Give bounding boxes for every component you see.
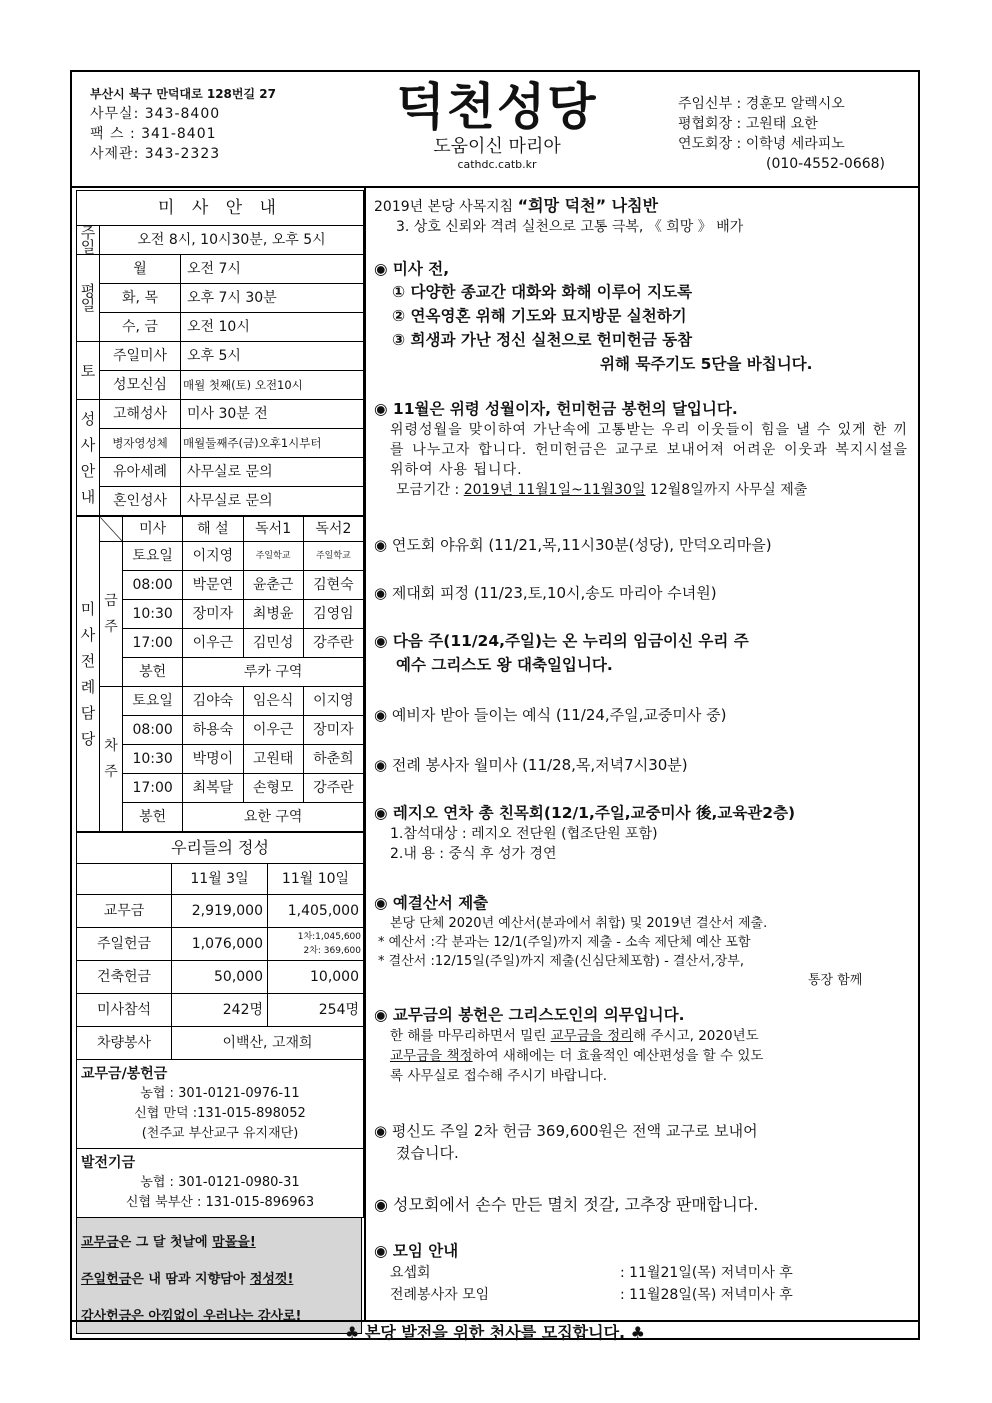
- council-president: 평협회장 : 고원태 요한: [678, 116, 818, 132]
- sunday-times: 오전 8시, 10시30분, 오후 5시: [100, 226, 364, 255]
- notice-item: ◉ 성모회에서 손수 만든 멸치 젓갈, 고추장 판매합니다.: [374, 1195, 759, 1214]
- commentator-cell: 하용숙: [183, 716, 243, 745]
- sacrament-info: 매월둘째주(금)오후1시부터: [181, 429, 364, 458]
- column-divider: [364, 186, 366, 1320]
- mass-cell: 토요일: [123, 687, 183, 716]
- mass-schedule-table: [76, 190, 364, 516]
- commentator-cell: 최복달: [183, 774, 243, 803]
- notice-item: ◉ 예비자 받아 들이는 예식 (11/24,주일,교중미사 중): [374, 706, 727, 724]
- pastor: 주임신부 : 경훈모 알렉시오: [678, 96, 845, 112]
- commentator-cell: 박문연: [183, 571, 243, 600]
- offering-zone: 루카 구역: [183, 658, 364, 687]
- week-label: 금주: [100, 542, 123, 687]
- col-header: 독서1: [243, 517, 303, 542]
- offering-label: 봉헌: [123, 658, 183, 687]
- accounts-title: 발전기금: [81, 1155, 136, 1171]
- mass-cell: 10:30: [123, 600, 183, 629]
- reader-cell: 이지영: [303, 687, 363, 716]
- notice-item: ◉ 평신도 주일 2차 헌금 369,600원은 전액 교구로 보내어 졌습니다.: [374, 1122, 758, 1162]
- saturday-item: 성모신심: [100, 371, 181, 400]
- account-sh: 신협 북부산 : 131-015-896963: [125, 1195, 315, 1210]
- weekday-time: 오후 7시 30분: [181, 284, 364, 313]
- liturgy-table: [76, 516, 364, 832]
- mass-cell: 10:30: [123, 745, 183, 774]
- weekday-day: 화, 목: [100, 284, 181, 313]
- amount: 1,076,000: [172, 928, 268, 961]
- sacrament-info: 사무실로 문의: [181, 487, 364, 516]
- saturday-label: 토: [77, 342, 100, 400]
- weekday-time: 오전 10시: [181, 313, 364, 342]
- notice-item: ◉ 다음 주(11/24,주일)는 온 누리의 임금이신 우리 주 예수 그리스도 왕 대축일입니다.: [374, 632, 749, 674]
- notice-item: ◉ 교무금의 봉헌은 그리스도인의 의무입니다. 한 해를 마무리하면서 밀린 교무금을 정리해 주시고, 2020년도 교무금을 책정하여 새해에는 더 효율적인 예산편성을 할 수 있도 록 사무실로 접수해 주시기 바랍니다.: [374, 1006, 764, 1084]
- offering-zone: 요한 구역: [183, 803, 364, 832]
- weekday-day: 수, 금: [100, 313, 181, 342]
- notice-item: ◉ 레지오 연차 총 친목회(12/1,주일,교중미사 後,교육관2층) 1.참석대상 : 레지오 전단원 (협조단원 포함) 2.내 용 : 중식 후 성가 경연: [374, 804, 796, 862]
- sacrament-name: 고해성사: [100, 400, 181, 429]
- offering-label: 봉헌: [123, 803, 183, 832]
- title-block: [372, 76, 622, 172]
- saturday-time: 매월 첫째(토) 오전10시: [181, 371, 364, 400]
- attendance: 242명: [172, 994, 268, 1027]
- reader-cell: 강주란: [303, 629, 363, 658]
- account-owner: (천주교 부산교구 유지재단): [141, 1126, 299, 1141]
- reader-cell: 임은식: [243, 687, 303, 716]
- row-label: 주일헌금: [77, 928, 172, 961]
- notice-item: ◉ 전례 봉사자 월미사 (11/28,목,저녁7시30분): [374, 756, 688, 774]
- reader-cell: 주일학교: [243, 542, 303, 571]
- november-notice: ◉ 11월은 위령 성월이자, 헌미헌금 봉헌의 달입니다. 위령성월을 맞이하여 가난속에 고통받는 우리 이웃들이 힘을 낼 수 있게 한 끼를 나누고자 합니다. 헌미헌금은 교구로 보내어져 어려운 이웃과 복지시설을 위하여 사용 됩니다. 모금기간 : 2019년 11월1일~11월30일 12월8일까지 사무실 제출: [374, 400, 908, 498]
- mass-cell: 17:00: [123, 774, 183, 803]
- reader-cell: 주일학교: [303, 542, 363, 571]
- reader-cell: 하춘희: [303, 745, 363, 774]
- account-nh: 농협 : 301-0121-0976-11: [140, 1086, 300, 1101]
- offerings-heading: 우리들의 정성: [77, 833, 364, 864]
- reader-cell: 장미자: [303, 716, 363, 745]
- slogans: [76, 1218, 362, 1334]
- reader-cell: 최병윤: [243, 600, 303, 629]
- commentator-cell: 이지영: [183, 542, 243, 571]
- notice-item: ◉ 예결산서 제출 본당 단체 2020년 예산서(분과에서 취합) 및 2019년 결산서 제출. * 예산서 :각 분과는 12/1(주일)까지 제출 - 소속 제단체 예산 포함 * 결산서 :12/15일(주일)까지 제출(신심단체포함) - 결산서,장부, 통장 함께: [374, 894, 863, 988]
- page-title: 덕천성당: [396, 78, 598, 136]
- reader-cell: 김민성: [243, 629, 303, 658]
- offerings-table: [76, 832, 364, 1060]
- sacrament-name: 혼인성사: [100, 487, 181, 516]
- mass-cell: 17:00: [123, 629, 183, 658]
- reader-cell: 고원태: [243, 745, 303, 774]
- bulletin-frame: [70, 70, 920, 1340]
- volunteers: 이백산, 고재희: [172, 1027, 364, 1060]
- week-label: 차주: [100, 687, 123, 832]
- weekday-time: 오전 7시: [181, 255, 364, 284]
- reader-cell: 윤춘근: [243, 571, 303, 600]
- amount: 10,000: [268, 961, 364, 994]
- prayer-notice: ◉ 미사 전, ① 다양한 종교간 대화와 화해 이루어 지도록 ② 연옥영혼 위해 기도와 묘지방문 실천하기 ③ 희생과 가난 정신 실천으로 헌미헌금 동참 위해 묵주기도 5단을 바칩니다.: [374, 260, 813, 373]
- sacrament-info: 미사 30분 전: [181, 400, 364, 429]
- accounts-title: 교무금/봉헌금: [81, 1066, 168, 1082]
- col-header: 미사: [123, 517, 183, 542]
- development-accounts: [76, 1149, 364, 1218]
- row-label: 차량봉사: [77, 1027, 172, 1060]
- amount: 2,919,000: [172, 895, 268, 928]
- patron-name: 도움이신 마리아: [433, 136, 561, 157]
- header: [72, 72, 918, 188]
- col-header: 독서2: [303, 517, 363, 542]
- pastoral-guideline: 2019년 본당 사목지침 “희망 덕천” 나침반 3. 상호 신뢰와 격려 실천으로 고통 극복, 《 희망 》 배가: [374, 196, 744, 235]
- liturgy-label: 미사전례담당: [77, 517, 100, 832]
- blank-cell: [77, 864, 172, 895]
- diagonal-cell: [100, 517, 123, 542]
- sacrament-info: 사무실로 문의: [181, 458, 364, 487]
- office-phone: 사무실: 343-8400: [90, 106, 221, 122]
- row-label: 미사참석: [77, 994, 172, 1027]
- row-label: 교무금: [77, 895, 172, 928]
- notices-column: [368, 190, 914, 1318]
- mass-cell: 08:00: [123, 716, 183, 745]
- col-header: 해 설: [183, 517, 243, 542]
- contact-block: [90, 84, 276, 164]
- sacrament-name: 유아세례: [100, 458, 181, 487]
- footer-banner: ♣ 본당 발전을 위한 천사를 모집합니다. ♣: [72, 1320, 918, 1344]
- date-header: 11월 3일: [172, 864, 268, 895]
- left-column: [76, 190, 364, 1324]
- weekday-label: 평일: [77, 255, 100, 342]
- elder-president: 연도회장 : 이학녕 세라피노: [678, 136, 845, 152]
- slogan: 교무금은 그 달 첫날에 맘몰을!: [81, 1235, 256, 1250]
- notice-item: ◉ 연도회 야유회 (11/21,목,11시30분(성당), 만덕오리마을): [374, 536, 772, 554]
- commentator-cell: 박명이: [183, 745, 243, 774]
- row-label: 건축헌금: [77, 961, 172, 994]
- guideline-sub: 3. 상호 신뢰와 격려 실천으로 고통 극복, 《 희망 》 배가: [396, 219, 744, 235]
- account-sh: 신협 만덕 :131-015-898052: [134, 1106, 306, 1121]
- saturday-time: 오후 5시: [181, 342, 364, 371]
- offering-accounts: [76, 1060, 364, 1149]
- commentator-cell: 이우근: [183, 629, 243, 658]
- account-nh: 농협 : 301-0121-0980-31: [140, 1175, 300, 1190]
- reader-cell: 김영임: [303, 600, 363, 629]
- reader-cell: 강주란: [303, 774, 363, 803]
- reader-cell: 이우근: [243, 716, 303, 745]
- website-link[interactable]: cathdc.catb.kr: [457, 158, 537, 171]
- mass-cell: 토요일: [123, 542, 183, 571]
- slogan: 감사헌금은 아낌없이 우러나는 감사로!: [81, 1309, 302, 1324]
- amount: 1,405,000: [268, 895, 364, 928]
- reader-cell: 김현숙: [303, 571, 363, 600]
- saturday-item: 주일미사: [100, 342, 181, 371]
- fax: 팩 스 : 341-8401: [90, 126, 217, 142]
- mass-cell: 08:00: [123, 571, 183, 600]
- rectory-phone: 사제관: 343-2323: [90, 146, 221, 162]
- sunday-label: 주일: [77, 226, 100, 255]
- date-header: 11월 10일: [268, 864, 364, 895]
- slogan: 주일헌금은 내 땀과 지향담아 정성껏!: [81, 1272, 294, 1287]
- address: 부산시 북구 만덕대로 128번길 27: [90, 87, 276, 101]
- sacrament-name: 병자영성체: [100, 429, 181, 458]
- amount-second: 2차: 369,600: [303, 946, 361, 956]
- notice-item: ◉ 제대회 피정 (11/23,토,10시,송도 마리아 수녀원): [374, 584, 717, 602]
- amount-first: 1차:1,045,600: [297, 932, 361, 942]
- meetings-notice: ◉ 모임 안내 요셉회 : 11월21일(목) 저녁미사 후 전례봉사자 모임 : 11월28일(목) 저녁미사 후: [374, 1242, 793, 1303]
- commentator-cell: 김야숙: [183, 687, 243, 716]
- mass-heading: 미 사 안 내: [77, 191, 364, 226]
- reader-cell: 손형모: [243, 774, 303, 803]
- staff-block: [678, 94, 885, 174]
- amount: 50,000: [172, 961, 268, 994]
- commentator-cell: 장미자: [183, 600, 243, 629]
- sacrament-label: 성사안내: [77, 400, 100, 516]
- weekday-day: 월: [100, 255, 181, 284]
- elder-phone: (010-4552-0668): [766, 156, 886, 172]
- attendance: 254명: [268, 994, 364, 1027]
